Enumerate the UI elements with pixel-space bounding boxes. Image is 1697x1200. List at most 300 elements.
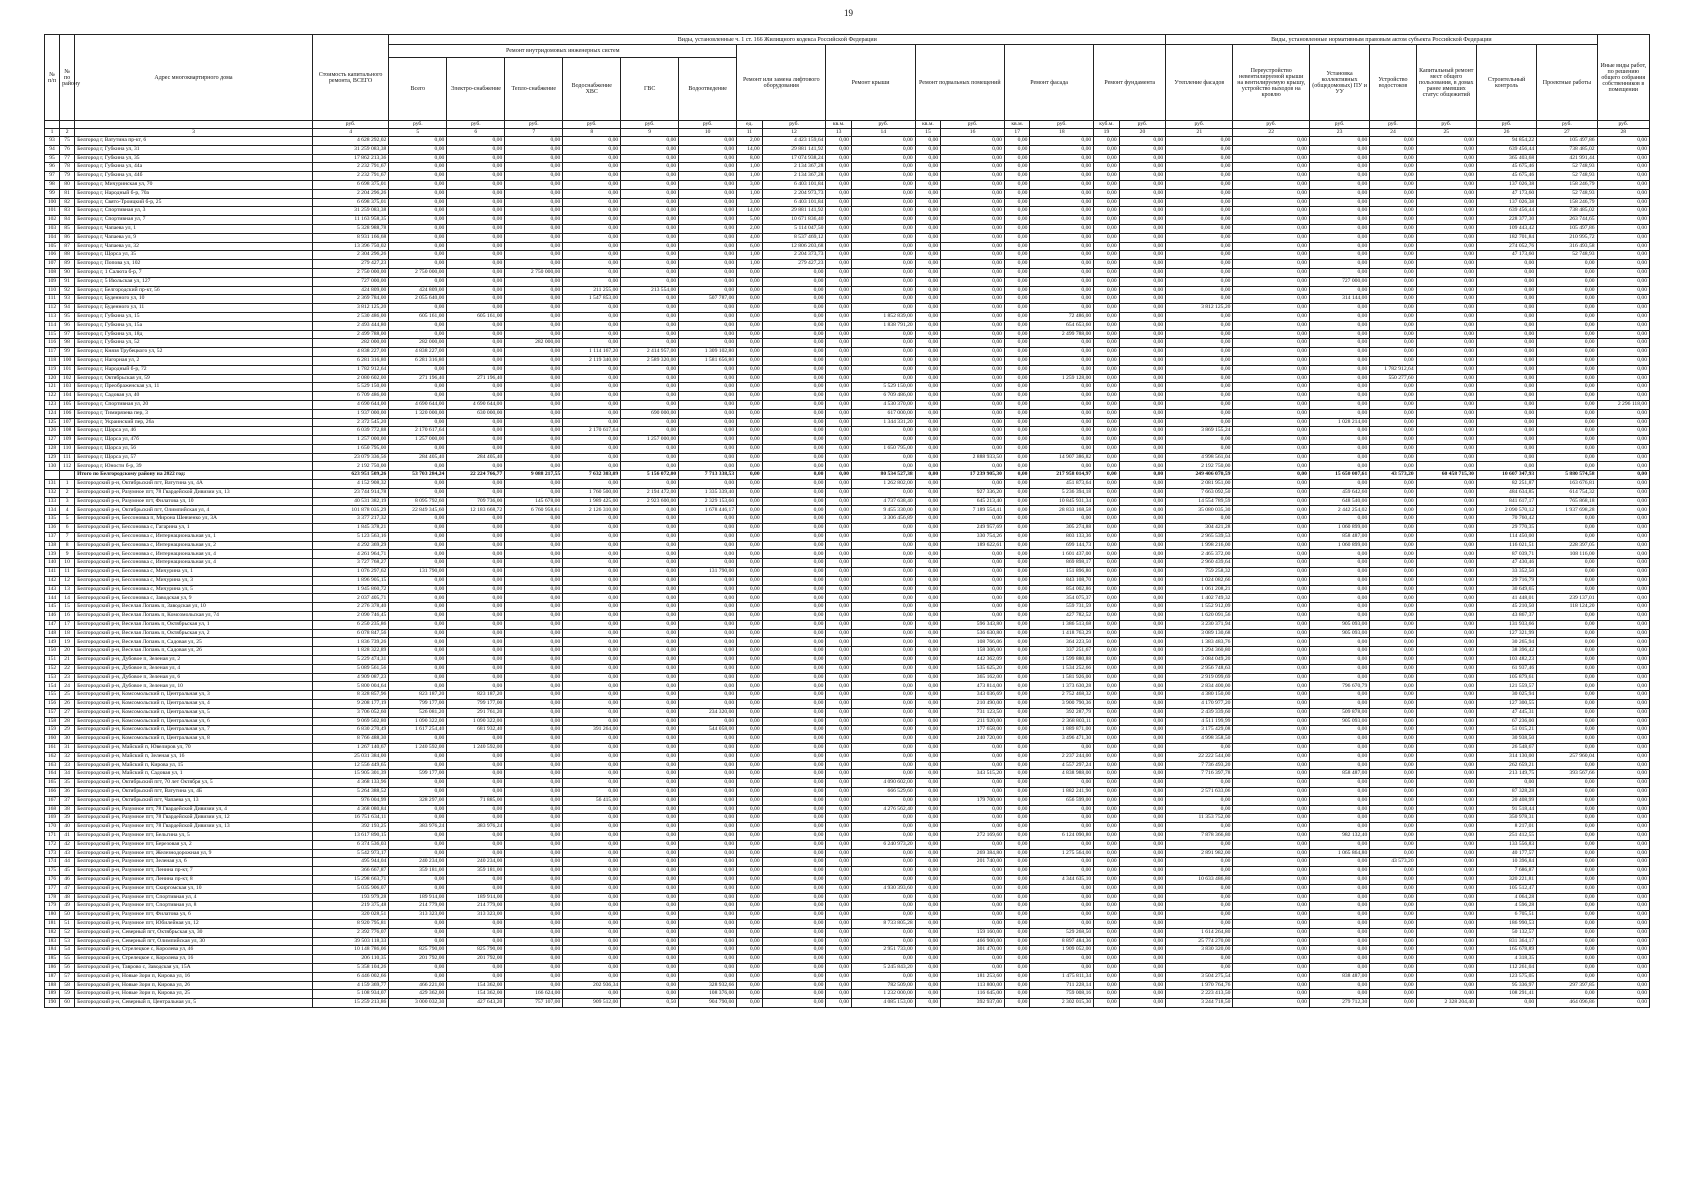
value-cell: 0,00 <box>1537 436 1597 445</box>
district-number: 25 <box>60 691 75 700</box>
header-water-supply: Водоснабжение <box>571 83 612 89</box>
value-cell: 0,00 <box>389 849 447 858</box>
value-cell: 0,00 <box>621 224 679 233</box>
value-cell: 0,00 <box>1309 172 1369 181</box>
value-cell: 0,00 <box>621 612 679 621</box>
value-cell: 0,00 <box>679 207 737 216</box>
value-cell: 0,00 <box>1597 682 1649 691</box>
value-cell: 0,00 <box>679 532 737 541</box>
value-cell: 0,00 <box>851 875 915 884</box>
unit-cell <box>75 121 313 129</box>
value-cell: 0,00 <box>826 682 852 691</box>
value-cell: 0,00 <box>1094 717 1120 726</box>
value-cell: 0,00 <box>1233 884 1310 893</box>
value-cell: 909 512,00 <box>563 999 621 1008</box>
value-cell: 0,00 <box>1166 779 1233 788</box>
value-cell: 0,00 <box>1119 770 1165 779</box>
table-row <box>45 330 1650 339</box>
value-cell: 0,00 <box>1537 919 1597 928</box>
value-cell: 0,00 <box>389 963 447 972</box>
row-number: 137 <box>45 532 60 541</box>
value-cell: 0,00 <box>915 796 941 805</box>
value-cell: 0,00 <box>1094 726 1120 735</box>
value-cell: 0,00 <box>1597 743 1649 752</box>
value-cell: 464 096,86 <box>1537 999 1597 1008</box>
value-cell: 0,00 <box>1166 515 1233 524</box>
value-cell: 0,00 <box>915 189 941 198</box>
value-cell: 0,00 <box>1537 339 1597 348</box>
value-cell: 0,00 <box>1094 893 1120 902</box>
address-cell: Белгородский р-н, Комсомольский п, Центральная ул, 8 <box>75 735 313 744</box>
value-cell: 0,00 <box>621 137 679 146</box>
value-cell: 116 645,00 <box>941 990 1005 999</box>
value-cell: 131 933,66 <box>1476 620 1536 629</box>
value-cell: 0,00 <box>915 893 941 902</box>
row-number: 186 <box>45 963 60 972</box>
value-cell: 0,00 <box>941 304 1005 313</box>
value-cell: 0,00 <box>679 268 737 277</box>
district-number: 22 <box>60 664 75 673</box>
value-cell: 0,00 <box>679 840 737 849</box>
address-cell: Белгородский р-н, Бессоновка с, Интернациональная ул, 4 <box>75 559 313 568</box>
address-cell: Белгородский р-н, Бессоновка п, Мирона Шевченко ул, 3А <box>75 515 313 524</box>
value-cell: 0,00 <box>1597 919 1649 928</box>
value-cell: 0,00 <box>1094 858 1120 867</box>
value-cell: 0,00 <box>1166 840 1233 849</box>
value-cell: 536 630,80 <box>941 629 1005 638</box>
value-cell: 6 698 375,01 <box>312 180 389 189</box>
value-cell: 0,00 <box>915 392 941 401</box>
unit-cell: руб. <box>389 121 447 129</box>
row-number: 133 <box>45 497 60 506</box>
value-cell: 0,00 <box>1370 330 1416 339</box>
value-cell: 0,00 <box>389 875 447 884</box>
value-cell: 0,00 <box>1030 189 1094 198</box>
value-cell: 0,00 <box>505 524 563 533</box>
value-cell: 0,00 <box>1416 321 1476 330</box>
row-number: 172 <box>45 840 60 849</box>
district-number: 92 <box>60 286 75 295</box>
value-cell: 0,00 <box>1119 691 1165 700</box>
value-cell: 0,00 <box>563 418 621 427</box>
value-cell: 0,00 <box>851 568 915 577</box>
value-cell: 127 300,55 <box>1476 700 1536 709</box>
value-cell: 0,00 <box>1233 260 1310 269</box>
value-cell: 158 246,79 <box>1537 180 1597 189</box>
value-cell: 0,00 <box>563 700 621 709</box>
value-cell: 0,00 <box>1416 858 1476 867</box>
value-cell: 0,00 <box>1416 260 1476 269</box>
value-cell: 0,00 <box>1537 532 1597 541</box>
value-cell: 0,00 <box>1537 427 1597 436</box>
value-cell: 0,00 <box>737 427 763 436</box>
value-cell: 228 377,30 <box>1476 216 1536 225</box>
value-cell: 0,00 <box>1309 189 1369 198</box>
value-cell: 0,00 <box>1370 312 1416 321</box>
district-number: 30 <box>60 735 75 744</box>
value-cell: 271 196,40 <box>447 374 505 383</box>
value-cell: 1 937 000,00 <box>312 409 389 418</box>
value-cell: 0,00 <box>1004 163 1030 172</box>
value-cell: 0,00 <box>762 735 826 744</box>
value-cell: 0,00 <box>1233 418 1310 427</box>
row-number: 135 <box>45 515 60 524</box>
value-cell: 0,00 <box>737 770 763 779</box>
value-cell: 0,00 <box>1094 312 1120 321</box>
value-cell: 0,00 <box>737 603 763 612</box>
value-cell: 0,00 <box>1597 277 1649 286</box>
district-number: 107 <box>60 418 75 427</box>
value-cell: 0,00 <box>621 330 679 339</box>
column-number-cell: 26 <box>1476 129 1536 137</box>
value-cell: 0,00 <box>1476 374 1536 383</box>
value-cell: 617 000,00 <box>851 409 915 418</box>
value-cell: 0,00 <box>563 568 621 577</box>
address-cell: Белгородский р-н, Северный пгт, Олимпийская ул, 30 <box>75 937 313 946</box>
value-cell: 0,00 <box>915 216 941 225</box>
address-cell: Белгородский р-н, Бессоновка с, Гагарина ул, 1 <box>75 524 313 533</box>
address-cell: Белгородский р-н, Дубовое п, Зеленая ул, 4 <box>75 664 313 673</box>
value-cell: 605 161,00 <box>389 312 447 321</box>
value-cell: 0,00 <box>737 348 763 357</box>
district-number: 45 <box>60 867 75 876</box>
header-hvs <box>563 58 621 121</box>
value-cell: 0,00 <box>826 585 852 594</box>
value-cell: 0,00 <box>1309 515 1369 524</box>
value-cell: 0,00 <box>563 761 621 770</box>
row-number: 140 <box>45 559 60 568</box>
value-cell: 0,00 <box>1416 893 1476 902</box>
value-cell: 0,00 <box>826 691 852 700</box>
value-cell: 52 748,93 <box>1537 189 1597 198</box>
value-cell: 0,00 <box>915 700 941 709</box>
table-row <box>45 831 1650 840</box>
value-cell: 0,00 <box>1597 893 1649 902</box>
value-cell: 0,00 <box>505 779 563 788</box>
value-cell: 0,00 <box>447 735 505 744</box>
value-cell: 0,00 <box>826 867 852 876</box>
value-cell: 1 257 000,00 <box>312 436 389 445</box>
value-cell: 2 090 570,12 <box>1476 506 1536 515</box>
value-cell: 0,00 <box>1030 251 1094 260</box>
table-row <box>45 295 1650 304</box>
value-cell: 0,00 <box>826 400 852 409</box>
value-cell: 0,00 <box>1309 392 1369 401</box>
value-cell: 0,00 <box>737 823 763 832</box>
value-cell: 0,00 <box>826 664 852 673</box>
value-cell: 52 748,93 <box>1537 163 1597 172</box>
value-cell: 14,00 <box>737 145 763 154</box>
value-cell: 0,00 <box>505 260 563 269</box>
value-cell: 0,00 <box>826 277 852 286</box>
value-cell: 0,00 <box>941 172 1005 181</box>
value-cell: 0,00 <box>1004 409 1030 418</box>
value-cell: 0,00 <box>1233 735 1310 744</box>
value-cell: 1,00 <box>737 189 763 198</box>
header-group-housing-code: Виды, установленные ч. 1 ст. 166 Жилищного кодекса Российской Федерации <box>389 35 1166 45</box>
value-cell: 0,00 <box>915 620 941 629</box>
value-cell: 0,00 <box>389 787 447 796</box>
value-cell: 193 979,28 <box>312 893 389 902</box>
value-cell: 0,00 <box>762 339 826 348</box>
value-cell: 313 323,00 <box>447 911 505 920</box>
value-cell: 0,00 <box>621 620 679 629</box>
value-cell: 0,00 <box>1119 831 1165 840</box>
value-cell: 0,00 <box>447 436 505 445</box>
value-cell: 0,00 <box>1119 972 1165 981</box>
district-number: 53 <box>60 937 75 946</box>
value-cell: 0,00 <box>1597 339 1649 348</box>
value-cell: 0,00 <box>1004 919 1030 928</box>
table-row <box>45 594 1650 603</box>
value-cell: 0,00 <box>563 717 621 726</box>
value-cell: 0,00 <box>447 805 505 814</box>
value-cell: 0,00 <box>505 559 563 568</box>
value-cell: 0,00 <box>1166 805 1233 814</box>
value-cell: 0,00 <box>1119 981 1165 990</box>
value-cell: 0,00 <box>1370 383 1416 392</box>
value-cell: 0,00 <box>737 911 763 920</box>
value-cell: 0,00 <box>1537 321 1597 330</box>
value-cell: 0,00 <box>1004 647 1030 656</box>
value-cell: 0,00 <box>762 963 826 972</box>
value-cell: 466 221,00 <box>389 981 447 990</box>
value-cell: 7 713 338,53 <box>679 471 737 480</box>
value-cell: 0,00 <box>621 972 679 981</box>
value-cell: 0,00 <box>1004 805 1030 814</box>
row-number: 151 <box>45 656 60 665</box>
value-cell: 0,00 <box>1309 585 1369 594</box>
value-cell: 0,00 <box>447 268 505 277</box>
value-cell: 11 353 752,00 <box>1166 814 1233 823</box>
value-cell: 0,00 <box>1004 726 1030 735</box>
value-cell: 0,00 <box>915 735 941 744</box>
value-cell: 3 504 275,54 <box>1166 972 1233 981</box>
address-cell: Белгород г, Губкина ул, 52 <box>75 339 313 348</box>
value-cell: 0,00 <box>679 647 737 656</box>
value-cell: 0,00 <box>826 409 852 418</box>
table-row <box>45 304 1650 313</box>
value-cell: 0,00 <box>915 233 941 242</box>
value-cell: 0,00 <box>1119 216 1165 225</box>
value-cell: 0,00 <box>1094 383 1120 392</box>
value-cell: 0,00 <box>505 444 563 453</box>
value-cell: 121 559,57 <box>1476 682 1536 691</box>
value-cell: 0,00 <box>762 559 826 568</box>
value-cell: 0,00 <box>762 787 826 796</box>
value-cell: 0,00 <box>1597 761 1649 770</box>
value-cell: 0,00 <box>915 708 941 717</box>
value-cell: 0,00 <box>1309 796 1369 805</box>
value-cell: 0,00 <box>1476 409 1536 418</box>
value-cell: 0,00 <box>1166 400 1233 409</box>
value-cell: 61 937,46 <box>1476 664 1536 673</box>
value-cell: 0,00 <box>505 972 563 981</box>
value-cell: 0,00 <box>1004 550 1030 559</box>
value-cell: 71 885,00 <box>447 796 505 805</box>
value-cell: 1 257 000,00 <box>389 436 447 445</box>
value-cell: 0,00 <box>826 814 852 823</box>
value-cell: 2 951 733,00 <box>851 946 915 955</box>
value-cell: 0,00 <box>621 849 679 858</box>
value-cell: 9 208 177,19 <box>312 700 389 709</box>
district-number: 85 <box>60 224 75 233</box>
value-cell: 0,00 <box>1030 198 1094 207</box>
units-row <box>45 121 1650 129</box>
unit-cell: руб. <box>1030 121 1094 129</box>
value-cell: 0,00 <box>1537 831 1597 840</box>
value-cell: 0,00 <box>1537 840 1597 849</box>
value-cell: 0,00 <box>915 172 941 181</box>
value-cell: 0,00 <box>915 251 941 260</box>
value-cell: 0,00 <box>826 524 852 533</box>
value-cell: 0,00 <box>1233 682 1310 691</box>
value-cell: 131 790,00 <box>679 568 737 577</box>
value-cell: 0,00 <box>737 664 763 673</box>
row-number: 136 <box>45 524 60 533</box>
value-cell: 0,00 <box>941 348 1005 357</box>
value-cell: 0,00 <box>1416 946 1476 955</box>
value-cell: 0,00 <box>1166 348 1233 357</box>
value-cell: 0,00 <box>505 436 563 445</box>
value-cell: 0,00 <box>851 752 915 761</box>
value-cell: 0,00 <box>447 189 505 198</box>
value-cell: 0,00 <box>941 295 1005 304</box>
value-cell: 3 830 320,00 <box>1166 946 1233 955</box>
value-cell: 0,00 <box>915 726 941 735</box>
value-cell: 0,00 <box>851 145 915 154</box>
value-cell: 0,00 <box>447 779 505 788</box>
value-cell: 0,00 <box>563 656 621 665</box>
column-number-cell: 15 <box>915 129 941 137</box>
value-cell: 0,00 <box>1233 840 1310 849</box>
value-cell: 0,00 <box>505 242 563 251</box>
column-number-cell: 6 <box>447 129 505 137</box>
value-cell: 0,00 <box>1119 436 1165 445</box>
value-cell: 0,00 <box>447 242 505 251</box>
value-cell: 40 177,57 <box>1476 849 1536 858</box>
value-cell: 0,00 <box>851 462 915 471</box>
value-cell: 0,00 <box>1370 831 1416 840</box>
district-number: 105 <box>60 400 75 409</box>
value-cell: 0,00 <box>762 506 826 515</box>
district-number: 112 <box>60 462 75 471</box>
value-cell: 0,00 <box>563 629 621 638</box>
value-cell: 0,00 <box>1233 356 1310 365</box>
value-cell: 0,00 <box>1119 444 1165 453</box>
value-cell: 0,00 <box>679 277 737 286</box>
value-cell: 0,00 <box>1166 383 1233 392</box>
value-cell: 0,00 <box>762 603 826 612</box>
value-cell: 0,00 <box>1416 928 1476 937</box>
value-cell: 0,00 <box>1233 339 1310 348</box>
value-cell: 0,00 <box>447 620 505 629</box>
value-cell: 0,00 <box>737 999 763 1008</box>
value-cell: 4 690 644,00 <box>389 400 447 409</box>
value-cell: 0,00 <box>737 682 763 691</box>
value-cell: 0,00 <box>1416 348 1476 357</box>
value-cell: 0,00 <box>1597 268 1649 277</box>
value-cell: 0,00 <box>1370 884 1416 893</box>
value-cell: 0,00 <box>505 172 563 181</box>
value-cell: 0,00 <box>1370 937 1416 946</box>
value-cell: 0,00 <box>1004 576 1030 585</box>
address-cell: Белгород г, Спортивная ул, 3 <box>75 207 313 216</box>
value-cell: 0,00 <box>1597 559 1649 568</box>
value-cell: 0,00 <box>505 664 563 673</box>
value-cell: 0,00 <box>762 277 826 286</box>
value-cell: 0,00 <box>1119 251 1165 260</box>
value-cell: 0,00 <box>737 568 763 577</box>
value-cell: 8 328 857,96 <box>312 691 389 700</box>
value-cell: 366 667,87 <box>312 867 389 876</box>
value-cell: 0,00 <box>762 392 826 401</box>
value-cell: 0,00 <box>1094 779 1120 788</box>
row-number: 169 <box>45 814 60 823</box>
value-cell: 0,00 <box>505 823 563 832</box>
value-cell: 0,00 <box>1309 823 1369 832</box>
value-cell: 0,00 <box>941 594 1005 603</box>
value-cell: 0,00 <box>1004 612 1030 621</box>
value-cell: 12 556 449,65 <box>312 761 389 770</box>
value-cell: 0,00 <box>389 550 447 559</box>
value-cell: 0,00 <box>505 937 563 946</box>
value-cell: 0,00 <box>1309 700 1369 709</box>
value-cell: 0,00 <box>447 427 505 436</box>
value-cell: 0,00 <box>915 207 941 216</box>
value-cell: 0,00 <box>1233 488 1310 497</box>
value-cell: 0,00 <box>1094 990 1120 999</box>
district-number: 90 <box>60 268 75 277</box>
row-number: 99 <box>45 189 60 198</box>
value-cell: 51 015,21 <box>1476 726 1536 735</box>
value-cell: 0,00 <box>941 277 1005 286</box>
value-cell: 0,00 <box>621 735 679 744</box>
value-cell: 0,00 <box>621 295 679 304</box>
value-cell: 0,00 <box>1537 928 1597 937</box>
value-cell: 0,00 <box>679 955 737 964</box>
value-cell: 0,00 <box>915 356 941 365</box>
value-cell: 0,00 <box>1537 955 1597 964</box>
table-row <box>45 743 1650 752</box>
address-cell: Белгород г, Губкина ул, 35 <box>75 154 313 163</box>
value-cell: 0,00 <box>447 919 505 928</box>
value-cell: 0,00 <box>1233 550 1310 559</box>
value-cell: 0,00 <box>1370 189 1416 198</box>
value-cell: 0,00 <box>1233 858 1310 867</box>
value-cell: 727 000,00 <box>1309 277 1369 286</box>
value-cell: 0,00 <box>1416 620 1476 629</box>
value-cell: 0,00 <box>826 242 852 251</box>
unit-cell: руб. <box>1476 121 1536 129</box>
value-cell: 0,00 <box>505 955 563 964</box>
value-cell: 0,00 <box>737 752 763 761</box>
value-cell: 0,00 <box>447 524 505 533</box>
value-cell: 4 690 644,00 <box>312 400 389 409</box>
value-cell: 796 670,79 <box>1309 682 1369 691</box>
value-cell: 0,00 <box>505 330 563 339</box>
value-cell: 0,00 <box>1094 568 1120 577</box>
value-cell: 1 782 912,64 <box>312 365 389 374</box>
value-cell: 0,00 <box>1309 233 1369 242</box>
value-cell: 0,00 <box>563 180 621 189</box>
unit-cell: руб. <box>941 121 1005 129</box>
value-cell: 0,00 <box>1094 277 1120 286</box>
row-number: 115 <box>45 330 60 339</box>
value-cell: 0,00 <box>1004 251 1030 260</box>
value-cell: 0,00 <box>505 787 563 796</box>
value-cell: 0,00 <box>915 990 941 999</box>
